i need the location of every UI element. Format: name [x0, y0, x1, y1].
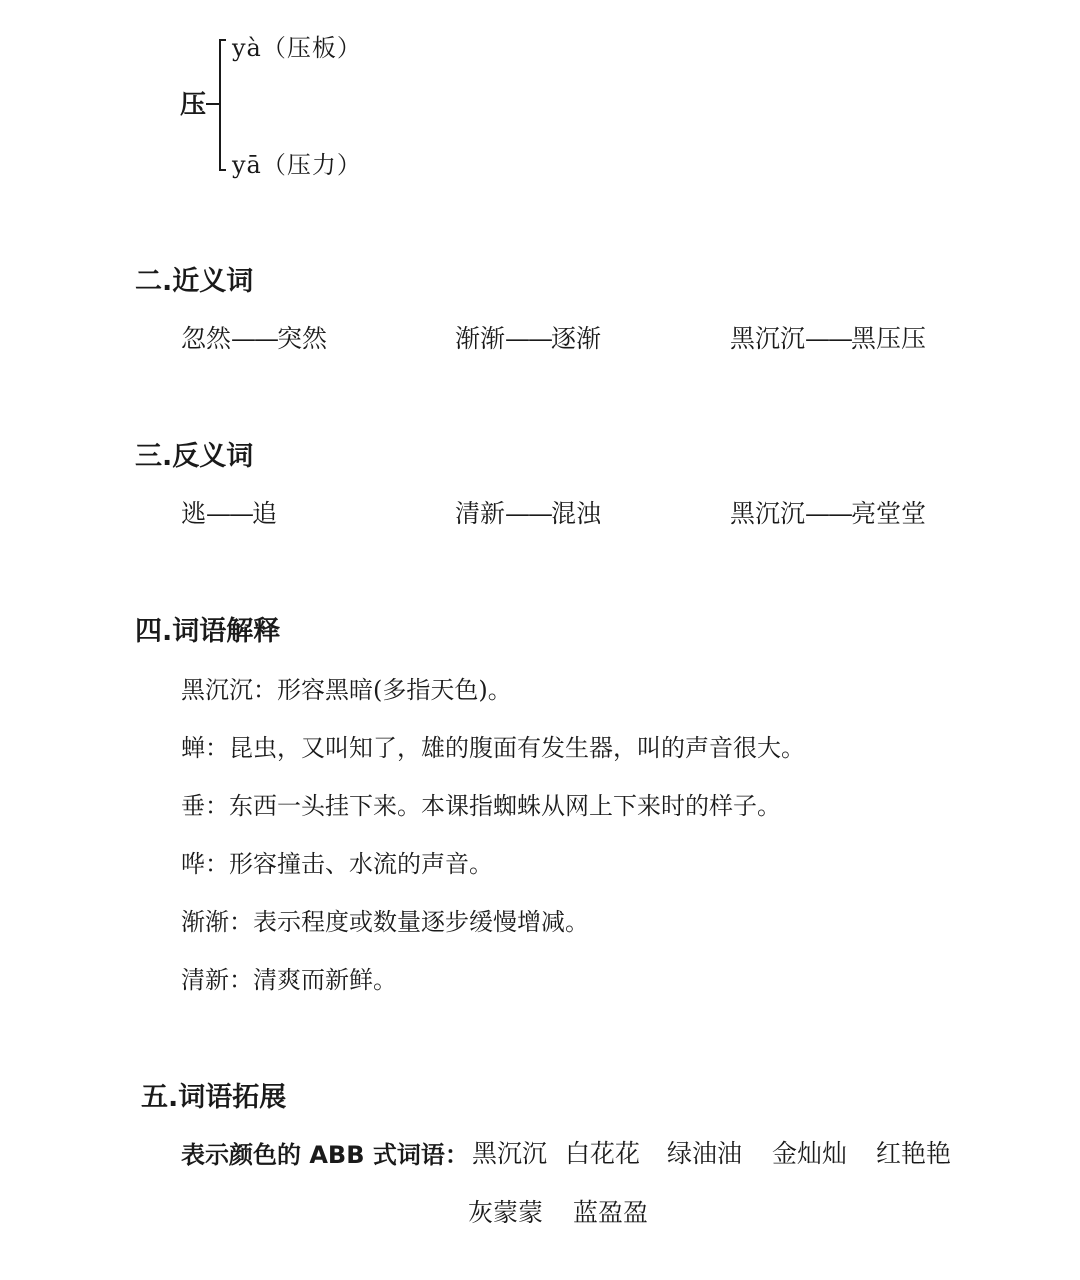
definition-item: 清新：清爽而新鲜。 — [181, 966, 397, 994]
antonym-word-b: 追 — [252, 499, 278, 528]
definition-item: 渐渐：表示程度或数量逐步缓慢增减。 — [181, 908, 589, 936]
extension-word: 灰蒙蒙 — [468, 1198, 544, 1227]
extension-label: 表示颜色的 ABB 式词语： — [181, 1141, 469, 1169]
definition-item: 哗：形容撞击、水流的声音。 — [181, 850, 493, 878]
synonym-word-a: 忽然 — [181, 324, 232, 353]
antonyms-heading: 三.反义词 — [135, 441, 254, 472]
extension-word: 金灿灿 — [772, 1139, 848, 1168]
extension-word: 绿油油 — [667, 1139, 743, 1168]
synonym-pair — [730, 319, 926, 355]
polyphone-reading-1: yà（压板） — [232, 34, 362, 62]
dash: —— — [231, 324, 278, 353]
synonym-word-a: 渐渐 — [455, 324, 506, 353]
bracket-icon — [204, 38, 230, 174]
antonym-pair — [455, 494, 601, 530]
synonym-pair — [181, 319, 327, 355]
synonym-word-b: 逐渐 — [551, 324, 602, 353]
antonym-pair — [730, 494, 926, 530]
dash: —— — [505, 324, 552, 353]
dash: —— — [206, 499, 253, 528]
dash: —— — [505, 499, 552, 528]
definitions-heading: 四.词语解释 — [135, 616, 281, 647]
synonyms-heading: 二.近义词 — [135, 266, 254, 297]
synonym-word-a: 黑沉沉 — [730, 324, 806, 353]
antonym-pair — [181, 494, 277, 530]
synonym-word-b: 突然 — [277, 324, 328, 353]
antonym-word-a: 逃 — [181, 499, 207, 528]
dash: —— — [805, 499, 852, 528]
dash: —— — [805, 324, 852, 353]
antonym-word-b: 混浊 — [551, 499, 602, 528]
definition-item: 垂：东西一头挂下来。本课指蜘蛛从网上下来时的样子。 — [181, 792, 781, 820]
synonym-pair — [455, 319, 601, 355]
synonym-word-b: 黑压压 — [851, 324, 927, 353]
antonym-word-a: 黑沉沉 — [730, 499, 806, 528]
extension-heading: 五.词语拓展 — [141, 1082, 287, 1113]
definition-item: 蝉：昆虫，又叫知了，雄的腹面有发生器，叫的声音很大。 — [181, 734, 805, 762]
antonym-word-b: 亮堂堂 — [851, 499, 927, 528]
extension-word: 红艳艳 — [876, 1139, 952, 1168]
polyphone-reading-2: yā（压力） — [232, 151, 362, 179]
extension-word: 黑沉沉 — [472, 1139, 548, 1168]
antonym-word-a: 清新 — [455, 499, 506, 528]
polyphone-character: 压 — [180, 90, 207, 120]
extension-word: 蓝盈盈 — [573, 1198, 649, 1227]
definition-item: 黑沉沉：形容黑暗(多指天色)。 — [181, 676, 512, 704]
extension-word: 白花花 — [565, 1139, 641, 1168]
